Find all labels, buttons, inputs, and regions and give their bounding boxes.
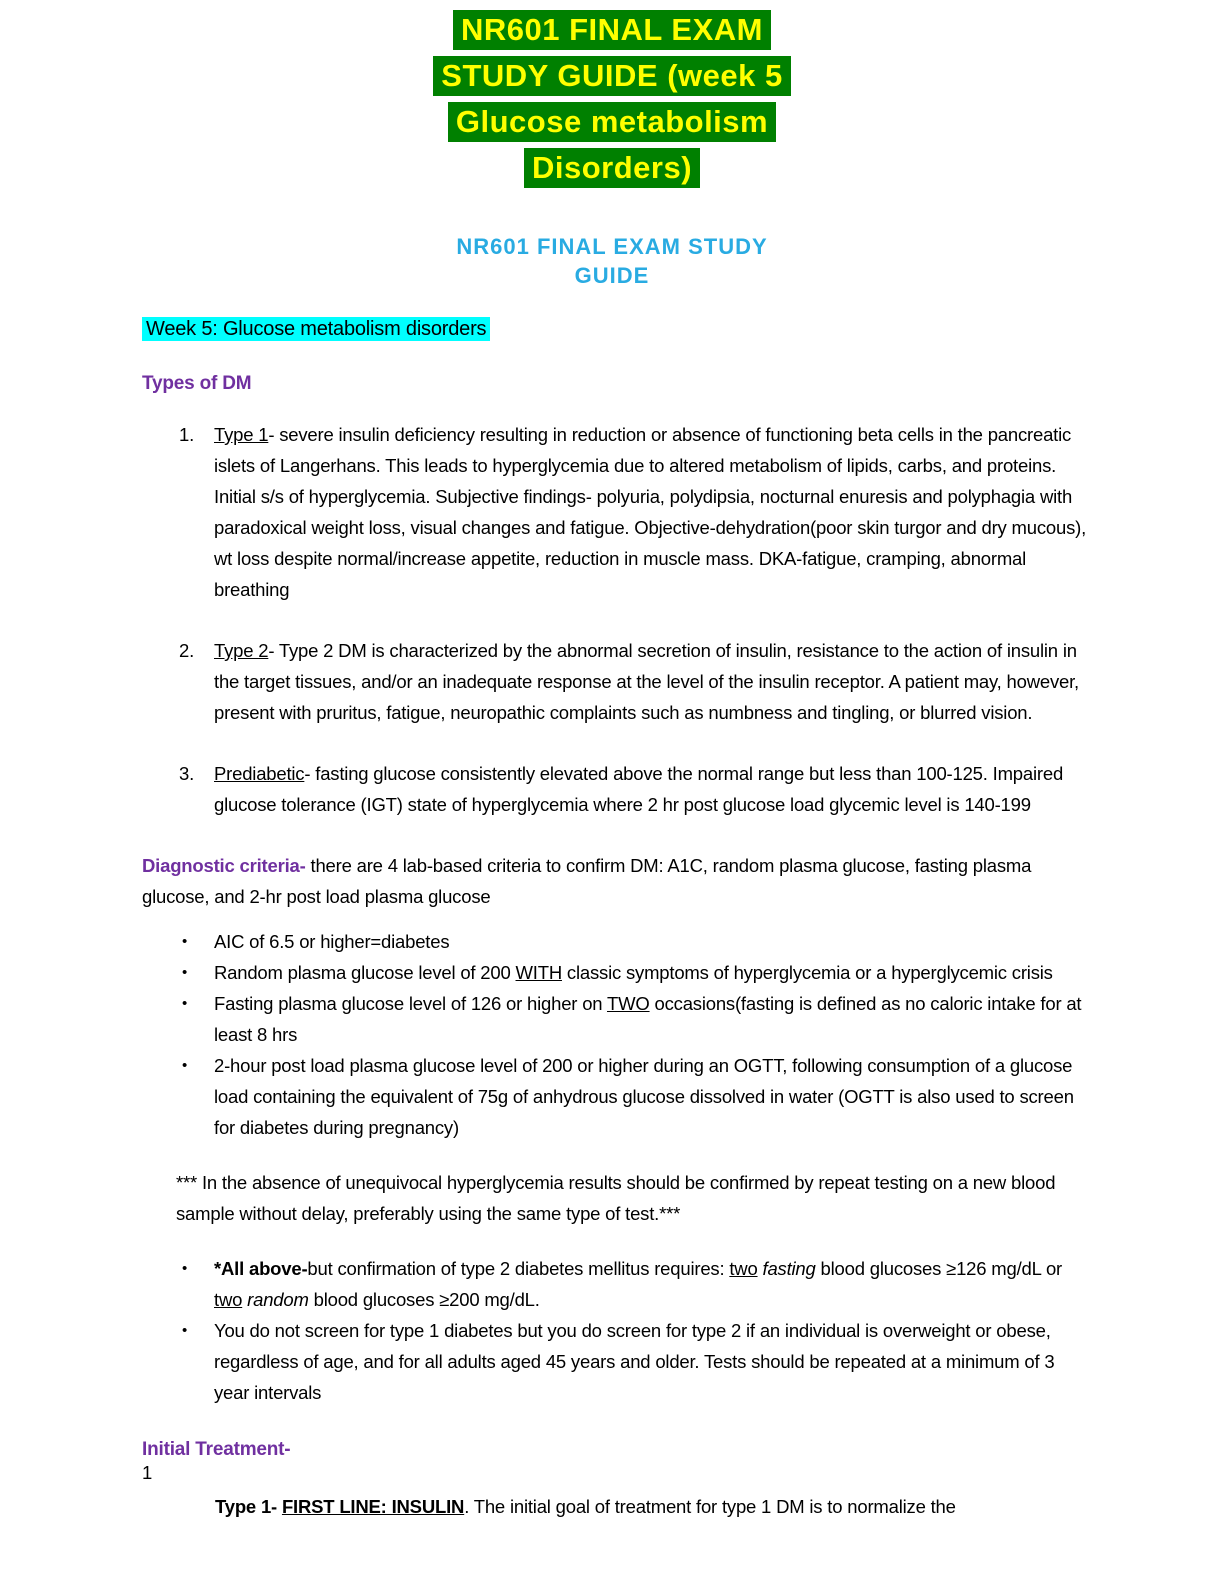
week-heading	[142, 316, 1090, 342]
bullet-text: You do not screen for type 1 diabetes but you do screen for type 2 if an individual is overweight or obese, regardless of age, and for all adults aged 45 years and older. Tests should be repeated at a minimum of 3 year intervals	[214, 1320, 1055, 1403]
banner-line: NR601 FINAL EXAM	[453, 10, 771, 50]
section-heading-treatment: Initial Treatment-	[142, 1439, 291, 1460]
item-number: 1.	[179, 424, 195, 445]
item-text: Type 2- Type 2 DM is characterized by the abnormal secretion of insulin, resistance to the action of insulin in the target tissues, and/or an inadequate response at the level of the insulin receptor. A patient may, however, present with pruritus, fatigue, neuropathic complaints such as numbness and tingling, or blurred vision.	[214, 640, 1079, 723]
document-subtitle	[0, 232, 1224, 290]
confirmation-bullet-list	[142, 1253, 1090, 1408]
item-number: 3.	[179, 763, 195, 784]
bullet-marker: •	[182, 933, 188, 950]
diagnostic-criteria-paragraph	[142, 850, 1090, 912]
treatment-type1-line: Type 1- FIRST LINE: INSULIN. The initial goal of treatment for type 1 DM is to normalize the	[215, 1496, 956, 1517]
banner-line: Glucose metabolism	[448, 102, 776, 142]
week-heading-highlight: Week 5: Glucose metabolism disorders	[142, 317, 490, 341]
bullet-marker: •	[182, 964, 188, 981]
note-paragraph: *** In the absence of unequivocal hyperglycemia results should be confirmed by repeat testing on a new blood sample without delay, preferably using the same type of test.***	[176, 1172, 1056, 1224]
subtitle-line: GUIDE	[574, 263, 650, 288]
item-text: Type 1- severe insulin deficiency resulting in reduction or absence of functioning beta cells in the pancreatic islets of Langerhans. This leads to hyperglycemia due to altered metabolism of lipids, carbs, and proteins. Initial s/s of hyperglycemia. Subjective findings- polyuria, polydipsia, nocturnal enuresis and polyphagia with paradoxical weight loss, visual changes and fatigue. Objective-dehydration(poor skin turgor and dry mucous), wt loss despite normal/increase appetite, reduction in muscle mass. DKA-fatigue, cramping, abnormal breathing	[214, 424, 1087, 600]
bullet-text: 2-hour post load plasma glucose level of 200 or higher during an OGTT, following consumption of a glucose load containing the equivalent of 75g of anhydrous glucose dissolved in water (OGTT is also used to screen for diabetes during pregnancy)	[214, 1055, 1074, 1138]
bullet-text: Fasting plasma glucose level of 126 or higher on TWO occasions(fasting is defined as no caloric intake for at least 8 hrs	[214, 993, 1082, 1045]
section-heading-diagnostic: Diagnostic criteria-	[142, 855, 306, 876]
bullet-item	[142, 988, 1090, 1050]
bullet-item	[142, 1315, 1090, 1408]
page-number: 1	[142, 1462, 153, 1483]
subtitle-line: NR601 FINAL EXAM STUDY	[456, 234, 768, 259]
bullet-marker: •	[182, 1260, 188, 1277]
numbered-item	[142, 635, 1090, 728]
banner-line: Disorders)	[524, 148, 700, 188]
bullet-text: Random plasma glucose level of 200 WITH classic symptoms of hyperglycemia or a hyperglycemic crisis	[214, 962, 1053, 983]
bullet-text: AIC of 6.5 or higher=diabetes	[214, 931, 450, 952]
section-heading-types: Types of DM	[142, 373, 252, 394]
diagnostic-bullet-list	[142, 926, 1090, 1143]
bullet-marker: •	[182, 1057, 188, 1074]
bullet-item	[142, 926, 1090, 957]
document-body	[142, 316, 1090, 1522]
bullet-item	[142, 1253, 1090, 1315]
item-number: 2.	[179, 640, 195, 661]
item-text: Prediabetic- fasting glucose consistently elevated above the normal range but less than 100-125. Impaired glucose tolerance (IGT) state of hyperglycemia where 2 hr post glucose load glycemic level is 140-199	[214, 763, 1064, 815]
numbered-item	[142, 758, 1090, 820]
banner-line: STUDY GUIDE (week 5	[433, 56, 790, 96]
bullet-marker: •	[182, 995, 188, 1012]
diagnostic-intro: there are 4 lab-based criteria to confirm DM: A1C, random plasma glucose, fasting plasma glucose, and 2-hr post load plasma glucose	[142, 855, 1032, 907]
bullet-text: *All above-but confirmation of type 2 diabetes mellitus requires: two fasting blood glucoses ≥126 mg/dL or two random blood glucoses ≥200 mg/dL.	[214, 1258, 1062, 1310]
bullet-marker: •	[182, 1322, 188, 1339]
bullet-item	[142, 957, 1090, 988]
numbered-item	[142, 419, 1090, 605]
bullet-item	[142, 1050, 1090, 1143]
types-numbered-list	[142, 419, 1090, 820]
title-banner	[0, 0, 1224, 194]
